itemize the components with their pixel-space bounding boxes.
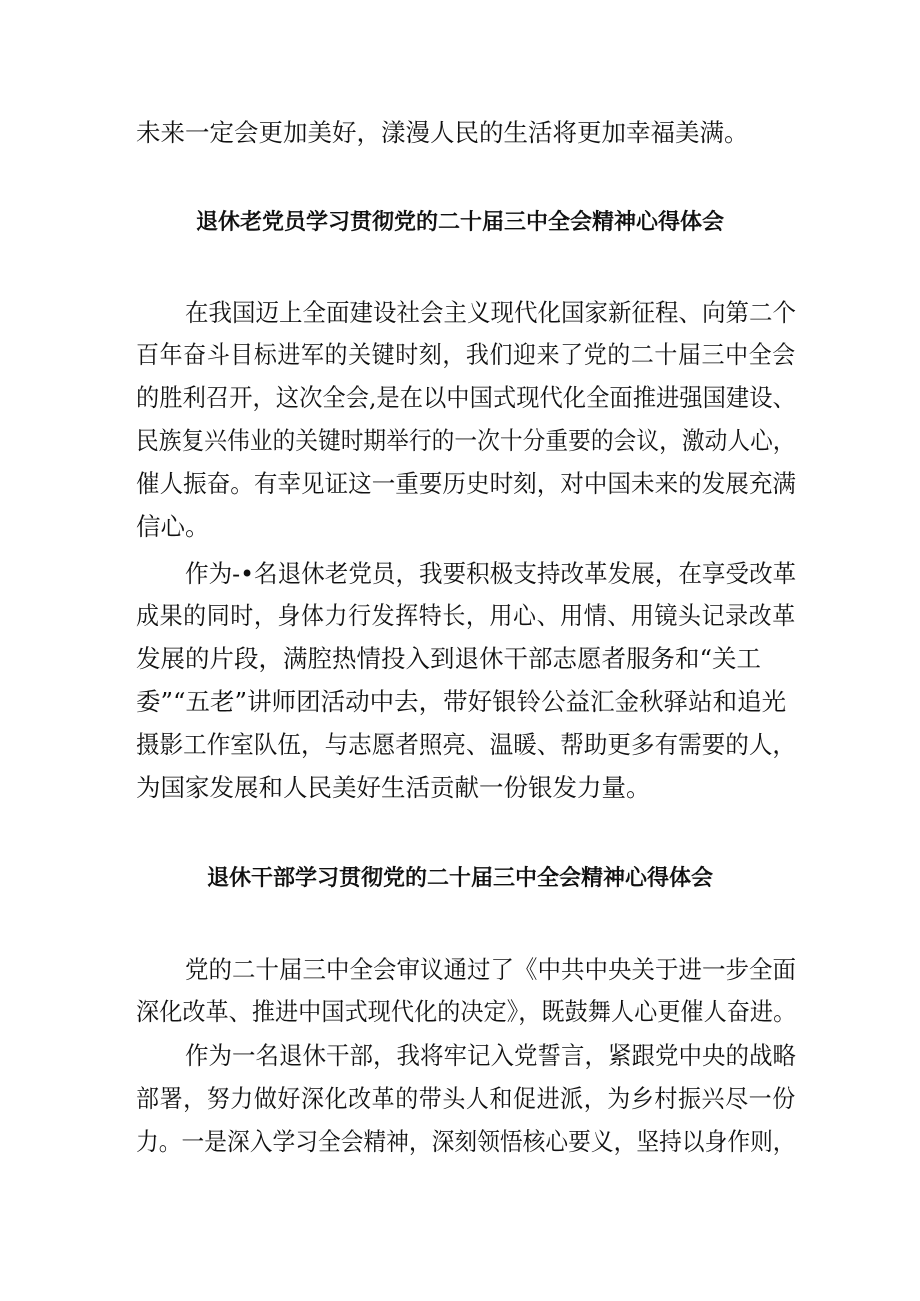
- paragraph-line: 作为-•名退休老党员，我要积极支持改革发展，在享受改革: [185, 559, 797, 588]
- paragraph-line: 在我国迈上全面建设社会主义现代化国家新征程、向第二个: [185, 298, 797, 327]
- paragraph-line: 催人振奋。有幸见证这一重要历史时刻，对中国未来的发展充满: [136, 469, 797, 498]
- paragraph-line: 作为一名退休干部，我将牢记入党誓言，紧跟党中央的战略: [185, 1041, 797, 1070]
- paragraph-line: 党的二十届三中全会审议通过了《中共中央关于进一步全面: [185, 955, 797, 984]
- section-title: 退休干部学习贯彻党的二十届三中全会精神心得体会: [206, 866, 713, 891]
- paragraph-line: 深化改革、推进中国式现代化的决定》，既鼓舞人心更催人奋进。: [136, 997, 797, 1026]
- paragraph-line: 成果的同时，身体力行发挥特长，用心、用情、用镜头记录改革: [136, 601, 796, 630]
- paragraph-line: 力。一是深入学习全会精神，深刻领悟核心要义，坚持以身作则，: [136, 1127, 796, 1156]
- paragraph-line: 摄影工作室队伍，与志愿者照亮、温暖、帮助更多有需要的人，: [136, 730, 797, 759]
- paragraph-line: 的胜利召开，这次全会,是在以中国式现代化全面推进强国建设、: [136, 383, 796, 412]
- paragraph-line: 部署，努力做好深化改革的带头人和促进派，为乡村振兴尽一份: [136, 1084, 796, 1113]
- paragraph-line: 发展的片段，满腔热情投入到退休干部志愿者服务和“关工: [136, 644, 762, 673]
- paragraph-line: 委”“五老”讲师团活动中去，带好银铃公益汇金秋驿站和追光: [136, 687, 787, 716]
- section-title: 退休老党员学习贯彻党的二十届三中全会精神心得体会: [195, 210, 724, 235]
- paragraph-line: 民族复兴伟业的关键时期举行的一次十分重要的会议，激动人心，: [136, 426, 796, 455]
- paragraph-line: 百年奋斗目标进军的关键时刻，我们迎来了党的二十届三中全会: [136, 340, 796, 369]
- paragraph-line: 信心。: [136, 512, 210, 541]
- paragraph-line: 为国家发展和人民美好生活贡献一份银发力量。: [136, 773, 651, 802]
- paragraph-line: 未来一定会更加美好，漾漫人民的生活将更加幸福美满。: [136, 118, 749, 147]
